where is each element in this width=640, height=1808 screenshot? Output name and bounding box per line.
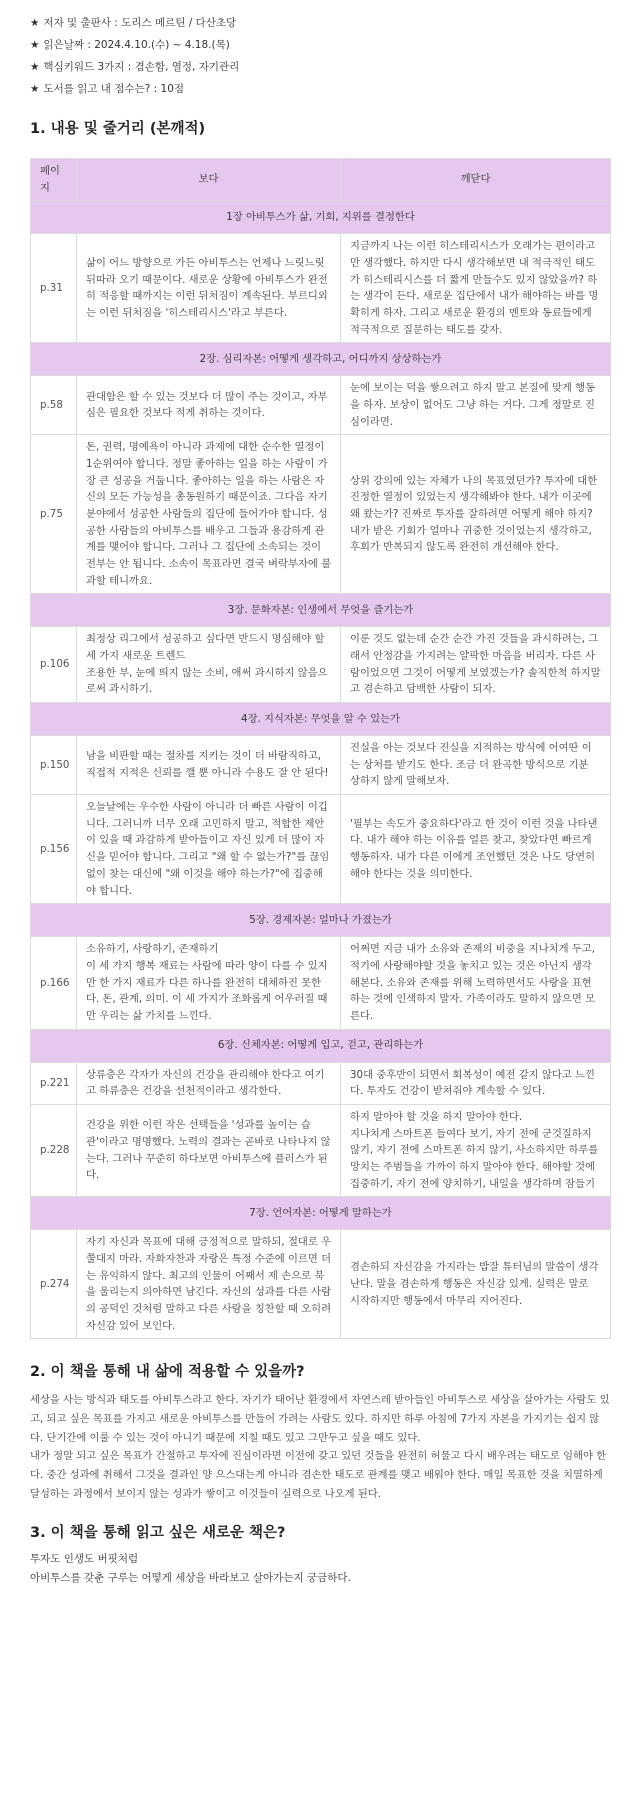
realize-cell: 겸손하되 자신감을 가지라는 밥잘 튜터님의 말씀이 생각난다. 말을 겸손하게 행동은 자신감 있게. 실력은 말로 시작하지만 행동에서 마무리 지어진다. <box>341 1230 611 1339</box>
page-cell: p.228 <box>31 1104 77 1196</box>
star-icon: ★ <box>30 17 40 29</box>
table-row <box>31 1230 611 1339</box>
realize-cell: 하지 말아야 할 것을 하지 말아야 한다. 지나치게 스마트폰 들여다 보기, 자기 전에 군것질하지 않기, 자기 전에 스마트폰 하지 않기, 사소하지만 하루를 망치는 주범들을 가까이 하지 말아야 한다. 해야할 것에 집중하기, 자기 전에 양치하기, 내일을 생각하며 잠들기 <box>341 1104 611 1196</box>
book-meta-list <box>30 12 610 100</box>
meta-read-date-text: 읽은날짜 : 2024.4.10.(수) ~ 4.18.(목) <box>43 39 230 51</box>
table-body <box>31 201 611 1339</box>
table-row <box>31 234 611 343</box>
chapter-row <box>31 703 611 736</box>
chapter-title: 7장. 언어자본: 어떻게 말하는가 <box>31 1197 611 1230</box>
see-cell: 돈, 권력, 명예욕이 아니라 과제에 대한 순수한 열정이 1순위여야 합니다. 정말 좋아하는 일을 하는 사람이 가장 큰 성공을 거둡니다. 좋아하는 일을 하는 사람은 자신의 모든 가능성을 총동원하기 때문이죠. 그다음 자기 분야에서 성공한 사람들의 집단에 들어가야 합니다. 성공한 사람들의 아비투스를 배우고 그들과 용감하게 관계를 맺어야 합니다. 그러나 그 집단에 소속되는 것이 전부는 안 됩니다. 소속이 목표라면 결국 벼락부자에 불과할 테니까요. <box>77 435 341 594</box>
realize-cell: '필부는 속도가 중요하다'라고 한 것이 이런 것을 나타낸다. 내가 해야 하는 이유를 얼른 찾고, 찾았다면 빠르게 행동하자. 내가 다른 이에게 조언했던 것은 나도 당연히 해야 한다는 것을 의미한다. <box>341 795 611 904</box>
chapter-title: 4장. 지식자본: 무엇을 알 수 있는가 <box>31 703 611 736</box>
see-cell: 삶이 어느 방향으로 가든 아비투스는 언제나 느릿느릿 뒤따라 오기 때문이다. 새로운 상황에 아비투스가 완전히 적응할 때까지는 이런 뒤처짐이 계속된다. 부르디외는 이런 뒤처짐을 '히스테리시스'라고 부른다. <box>77 234 341 343</box>
realize-cell: 이룬 것도 없는데 순간 순간 가진 것들을 과시하려는, 그래서 안정감을 가지려는 얄팍한 마음을 버리자. 다른 사람이었으면 그것이 어떻게 보였겠는가? 솔직한척 하지말고 겸손하고 담백한 사람이 되자. <box>341 627 611 703</box>
table-header-row <box>31 159 611 201</box>
recommended-book: 투자도 인생도 버핏처럼 <box>30 1552 139 1565</box>
section1-title: 1. 내용 및 줄거리 (본깨적) <box>30 121 206 137</box>
see-cell: 관대함은 할 수 있는 것보다 더 많이 주는 것이고, 자부심은 필요한 것보다 적게 취하는 것이다. <box>77 376 341 435</box>
see-cell: 소유하기, 사랑하기, 존재하기 이 세 가지 행복 재료는 사람에 따라 양이 다를 수 있지만 한 가지 재료가 다른 하나를 완전히 대체하진 못한다. 돈, 관계, 의미. 이 세 가지가 조화롭게 어우러질 때만 우리는 삶 가치를 느낀다. <box>77 937 341 1029</box>
chapter-title: 1장 아비투스가 삶, 기회, 지위를 결정한다 <box>31 201 611 234</box>
page-cell: p.274 <box>31 1230 77 1339</box>
table-row <box>31 435 611 594</box>
chapter-row <box>31 1197 611 1230</box>
table-row <box>31 736 611 795</box>
chapter-title: 6장. 신체자본: 어떻게 입고, 걷고, 관리하는가 <box>31 1029 611 1062</box>
meta-author <box>30 12 610 34</box>
page-cell: p.58 <box>31 376 77 435</box>
table-row <box>31 1062 611 1104</box>
header-realize: 깨닫다 <box>341 159 611 201</box>
chapter-row <box>31 904 611 937</box>
chapter-row <box>31 594 611 627</box>
section2-paragraph-2: 내가 정말 되고 싶은 목표가 간절하고 투자에 진심이라면 이전에 갖고 있던 것들을 완전히 허물고 다시 배우려는 태도로 임해야 한다. 중간 성과에 취해서 그것을 결과인 양 으스대는게 아니라 겸손한 태도로 관계를 맺고 배워야 한다. 매일 목표한 것을 치열하게 달성하는 과정에서 보이지 않는 성과가 쌓이고 이것들이 실력으로 나오게 된다. <box>30 1450 607 1500</box>
realize-cell: 상위 강의에 있는 자체가 나의 목표였던가? 투자에 대한 진정한 열정이 있었는지 생각해봐야 한다. 내가 이곳에 왜 왔는가? 진짜로 투자를 잘하려면 어떻게 해야 하지? 내가 받은 기회가 얼마나 귀중한 것이었는지 생각하고, 후회가 반복되지 않도록 완전히 개선해야 한다. <box>341 435 611 594</box>
page-cell: p.75 <box>31 435 77 594</box>
page-cell: p.156 <box>31 795 77 904</box>
page-cell: p.150 <box>31 736 77 795</box>
header-see: 보다 <box>77 159 341 201</box>
chapter-row <box>31 1029 611 1062</box>
realize-cell: 진실을 아는 것보다 진실을 지적하는 방식에 어여딴 이는 상처를 받기도 한다. 조금 더 완곡한 방식으로 기분 상하지 않게 말해보자. <box>341 736 611 795</box>
chapter-row <box>31 201 611 234</box>
see-cell: 오늘날에는 우수한 사람이 아니라 더 빠른 사람이 이깁니다. 그러니까 너무 오래 고민하지 말고, 적합한 제안이 있을 때 과감하게 받아들이고 자신 있게 더 많이 자신을 믿어야 합니다. 그리고 "왜 할 수 없는가?"를 끊임없이 찾는 대신에 "왜 이것을 해야 하는가?"에 집중해야 합니다. <box>77 795 341 904</box>
table-row <box>31 795 611 904</box>
chapter-title: 5장. 경제자본: 얼마나 가졌는가 <box>31 904 611 937</box>
chapter-title: 3장. 문화자본: 인생에서 무엇을 즐기는가 <box>31 594 611 627</box>
page-cell: p.166 <box>31 937 77 1029</box>
see-cell: 남을 비판할 때는 절차를 지키는 것이 더 바람직하고, 직접적 지적은 신뢰를 깰 뿐 아니라 수용도 잘 안 된다! <box>77 736 341 795</box>
chapter-row <box>31 343 611 376</box>
see-cell: 최정상 리그에서 성공하고 싶다면 반드시 명심해야 할 세 가지 새로운 트렌드 조용한 부, 눈에 띄지 않는 소비, 애써 과시하지 않음으로써 과시하기. <box>77 627 341 703</box>
table-row <box>31 627 611 703</box>
star-icon: ★ <box>30 83 40 95</box>
recommended-book-comment: 아비투스를 갖춘 구루는 어떻게 세상을 바라보고 살아가는지 궁금하다. <box>30 1571 351 1584</box>
page-cell: p.31 <box>31 234 77 343</box>
table-row <box>31 1104 611 1196</box>
star-icon: ★ <box>30 39 40 51</box>
header-page: 페이지 <box>31 159 77 201</box>
section2-paragraph-1: 세상을 사는 방식과 태도를 아비투스라고 한다. 자기가 태어난 환경에서 자연스레 받아들인 아비투스로 세상을 살아가는 사람도 있고, 되고 싶은 목표를 가지고 새로운 아비투스를 만들어 가려는 사람도 있다. 하지만 하루 아침에 7가지 자본을 가지기는 쉽지 않다. 단기간에 이룰 수 있는 것이 아니기 때문에 지칠 때도 있고 그만두고 싶을 때도 있다. <box>30 1394 610 1444</box>
section3-title: 3. 이 책을 통해 읽고 싶은 새로운 책은? <box>30 1524 286 1541</box>
page-cell: p.221 <box>31 1062 77 1104</box>
star-icon: ★ <box>30 61 40 73</box>
realize-cell: 30대 중후반이 되면서 회복성이 예전 같지 않다고 느낀다. 투자도 건강이 받쳐줘야 계속할 수 있다. <box>341 1062 611 1104</box>
reading-notes-table <box>30 158 611 1339</box>
see-cell: 상류층은 각자가 자신의 건강을 관리해야 한다고 여기고 하류층은 건강을 선천적이라고 생각한다. <box>77 1062 341 1104</box>
see-cell: 자기 자신과 목표에 대해 긍정적으로 말하되, 절대로 우쭐대지 마라. 자화자찬과 자랑은 특정 수준에 이르면 더는 유익하지 않다. 최고의 인물이 어째서 제 손으로 북을 울리는지 의아하면 남긴다. 자신의 성과를 다른 사람의 공덕인 것처럼 말하고 다른 사람을 칭찬할 때 오히려 자신감 있어 보인다. <box>77 1230 341 1339</box>
table-row <box>31 937 611 1029</box>
section2-title: 2. 이 책을 통해 내 삶에 적용할 수 있을까? <box>30 1364 305 1381</box>
meta-read-date <box>30 34 610 56</box>
realize-cell: 지금까지 나는 이런 히스테리시스가 오래가는 편이라고만 생각했다. 하지만 다시 생각해보면 내 적극적인 태도가 히스테리시스를 더 짧게 만들수도 있지 않았을까? 하는 생각이 든다. 새로운 집단에서 내가 해야하는 바를 명확히게 하자. 그리고 새로운 환경의 멘토와 동료들에게 적극적으로 질문하는 태도를 갖자. <box>341 234 611 343</box>
meta-keywords <box>30 56 610 78</box>
meta-score-text: 도서를 읽고 내 점수는? : 10점 <box>43 83 185 95</box>
see-cell: 건강을 위한 이런 작은 선택들을 '성과를 높이는 습관'이라고 명명했다. 노력의 결과는 곧바로 나타나지 않는다. 그러나 꾸준히 하다보면 아비투스에 플러스가 된다. <box>77 1104 341 1196</box>
meta-keywords-text: 핵심키워드 3가지 : 겸손함, 열정, 자기관리 <box>43 61 240 73</box>
table-row <box>31 376 611 435</box>
meta-score <box>30 78 610 100</box>
meta-author-text: 저자 및 출판사 : 도리스 메르틴 / 다산초당 <box>43 17 237 29</box>
realize-cell: 눈에 보이는 덕을 쌓으려고 하지 말고 본질에 맞게 행동을 하자. 보상이 없어도 그냥 하는 거다. 그게 정말로 진심이라면. <box>341 376 611 435</box>
realize-cell: 어쩌면 지금 내가 소유와 존재의 비중을 지나치게 두고, 적기에 사랑해야할 것을 놓치고 있는 것은 아닌지 생각해본다. 소유와 존재를 위해 노력하면서도 사랑을 표현하는 것에 인색하지 말자. 가족이라도 말하지 않으면 모른다. <box>341 937 611 1029</box>
chapter-title: 2장. 심리자본: 어떻게 생각하고, 어디까지 상상하는가 <box>31 343 611 376</box>
page-cell: p.106 <box>31 627 77 703</box>
